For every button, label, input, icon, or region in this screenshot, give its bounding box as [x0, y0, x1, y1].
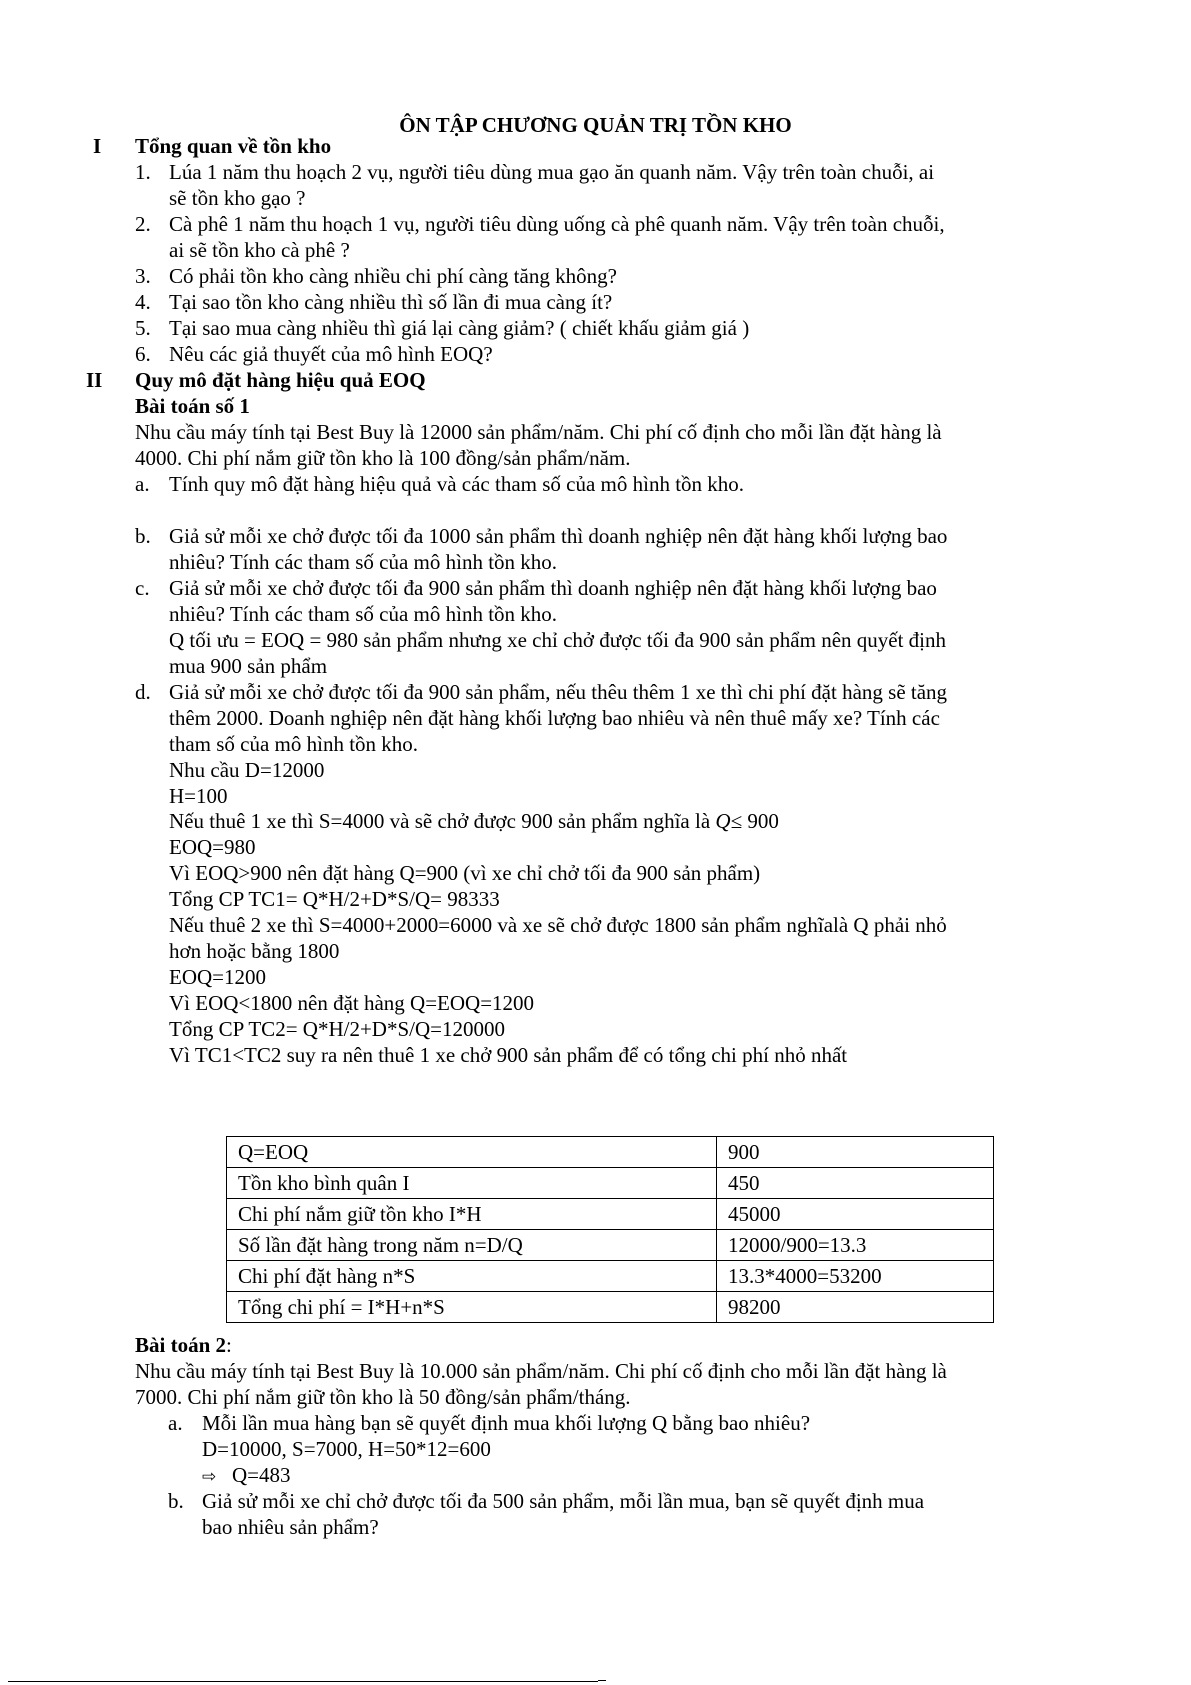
table-cell: 45000	[717, 1199, 994, 1230]
section-1-heading: Tổng quan về tồn kho	[135, 134, 332, 158]
question-a: a. Tính quy mô đặt hàng hiệu quả và các tham số của mô hình tồn kho.	[135, 472, 745, 496]
implies-arrow-icon: ⇨	[202, 1467, 217, 1487]
question-d-cont: tham số của mô hình tồn kho.	[169, 732, 419, 756]
summary-table	[226, 1136, 994, 1323]
table-cell: Chi phí đặt hàng n*S	[227, 1261, 717, 1292]
problem-2-heading: Bài toán 2:	[135, 1333, 232, 1357]
work-line: Tổng CP TC1= Q*H/2+D*S/Q= 98333	[169, 887, 500, 911]
work-line: H=100	[169, 784, 228, 808]
problem-2-intro: Nhu cầu máy tính tại Best Buy là 10.000 sản phẩm/năm. Chi phí cố định cho mỗi lần đặt hàng là	[135, 1359, 947, 1383]
list-item: 5. Tại sao mua càng nhiều thì giá lại càng giảm? ( chiết khấu giảm giá )	[135, 316, 750, 340]
question-b: b. Giả sử mỗi xe chở được tối đa 1000 sản phẩm thì doanh nghiệp nên đặt hàng khối lượng bao	[135, 524, 948, 548]
table-cell: Tổng chi phí = I*H+n*S	[227, 1292, 717, 1323]
problem-2-intro-cont: 7000. Chi phí nắm giữ tồn kho là 50 đồng/sản phẩm/tháng.	[135, 1385, 631, 1409]
work-line: hơn hoặc bằng 1800	[169, 939, 340, 963]
work-line: EOQ=1200	[169, 965, 267, 989]
work-line: Nếu thuê 2 xe thì S=4000+2000=6000 và xe sẽ chở được 1800 sản phẩm nghĩalà Q phải nhỏ	[169, 913, 947, 937]
question-2a: a. Mỗi lần mua hàng bạn sẽ quyết định mua khối lượng Q bằng bao nhiêu?	[168, 1411, 811, 1435]
table-row	[227, 1261, 994, 1292]
section-2-heading: Quy mô đặt hàng hiệu quả EOQ	[135, 368, 426, 392]
problem-1-intro-cont: 4000. Chi phí nắm giữ tồn kho là 100 đồng/sản phẩm/năm.	[135, 446, 631, 470]
work-line: Vì EOQ>900 nên đặt hàng Q=900 (vì xe chỉ chở tối đa 900 sản phẩm)	[169, 861, 761, 885]
list-item-continuation: ai sẽ tồn kho cà phê ?	[169, 238, 350, 262]
list-item: 3. Có phải tồn kho càng nhiều chi phí càng tăng không?	[135, 264, 617, 288]
table-cell: Số lần đặt hàng trong năm n=D/Q	[227, 1230, 717, 1261]
answer-2a-result: ⇨ Q=483	[202, 1462, 291, 1491]
list-item-continuation: sẽ tồn kho gạo ?	[169, 186, 306, 210]
list-item: 2. Cà phê 1 năm thu hoạch 1 vụ, người tiêu dùng uống cà phê quanh năm. Vậy trên toàn chuỗi,	[135, 212, 945, 236]
work-line: Nhu cầu D=12000	[169, 758, 325, 782]
table-row	[227, 1292, 994, 1323]
table-cell: 12000/900=13.3	[717, 1230, 994, 1261]
question-d-cont: thêm 2000. Doanh nghiệp nên đặt hàng khối lượng bao nhiêu và nên thuê mấy xe? Tính các	[169, 706, 940, 730]
answer-c-cont: mua 900 sản phẩm	[169, 654, 328, 678]
table-cell: Q=EOQ	[227, 1137, 717, 1168]
work-line: Tổng CP TC2= Q*H/2+D*S/Q=120000	[169, 1017, 505, 1041]
table-cell: 450	[717, 1168, 994, 1199]
formula-variable: Q	[715, 809, 731, 833]
answer-c: Q tối ưu = EOQ = 980 sản phẩm nhưng xe chỉ chở được tối đa 900 sản phẩm nên quyết định	[169, 628, 946, 652]
question-b-cont: nhiêu? Tính các tham số của mô hình tồn kho.	[169, 550, 558, 574]
table-cell: 98200	[717, 1292, 994, 1323]
question-d: d. Giả sử mỗi xe chở được tối đa 900 sản phẩm, nếu thêu thêm 1 xe thì chi phí đặt hàng sẽ tăng	[135, 680, 948, 704]
question-c-cont: nhiêu? Tính các tham số của mô hình tồn kho.	[169, 602, 558, 626]
footer-rule-tick	[598, 1680, 606, 1681]
work-line: Vì TC1<TC2 suy ra nên thuê 1 xe chở 900 sản phẩm để có tổng chi phí nhỏ nhất	[169, 1043, 848, 1067]
work-line: Nếu thuê 1 xe thì S=4000 và sẽ chở được 900 sản phẩm nghĩa là Q≤ 900	[169, 809, 779, 833]
footer-rule	[8, 1681, 598, 1682]
question-2b: b. Giả sử mỗi xe chỉ chở được tối đa 500 sản phẩm, mỗi lần mua, bạn sẽ quyết định mua	[168, 1489, 925, 1513]
work-line: Vì EOQ<1800 nên đặt hàng Q=EOQ=1200	[169, 991, 535, 1015]
table-row	[227, 1199, 994, 1230]
table-cell: 13.3*4000=53200	[717, 1261, 994, 1292]
list-item: 6. Nêu các giả thuyết của mô hình EOQ?	[135, 342, 493, 366]
section-2-number: II	[86, 368, 103, 392]
list-item: 1. Lúa 1 năm thu hoạch 2 vụ, người tiêu dùng mua gạo ăn quanh năm. Vậy trên toàn chuỗi, ai	[135, 160, 935, 184]
list-item: 4. Tại sao tồn kho càng nhiều thì số lần đi mua càng ít?	[135, 290, 613, 314]
question-c: c. Giả sử mỗi xe chở được tối đa 900 sản phẩm thì doanh nghiệp nên đặt hàng khối lượng bao	[135, 576, 937, 600]
work-line: EOQ=980	[169, 835, 256, 859]
problem-1-heading: Bài toán số 1	[135, 394, 250, 418]
section-1-number: I	[93, 134, 102, 158]
page-title: ÔN TẬP CHƯƠNG QUẢN TRỊ TỒN KHO	[399, 113, 792, 137]
table-cell: Tồn kho bình quân I	[227, 1168, 717, 1199]
table-row	[227, 1137, 994, 1168]
table-row	[227, 1168, 994, 1199]
answer-2a: D=10000, S=7000, H=50*12=600	[202, 1437, 491, 1461]
table-row	[227, 1230, 994, 1261]
table-cell: Chi phí nắm giữ tồn kho I*H	[227, 1199, 717, 1230]
formula-inequality: ≤ 900	[730, 809, 779, 833]
table-cell: 900	[717, 1137, 994, 1168]
problem-1-intro: Nhu cầu máy tính tại Best Buy là 12000 sản phẩm/năm. Chi phí cố định cho mỗi lần đặt hàng là	[135, 420, 942, 444]
question-2b-cont: bao nhiêu sản phẩm?	[202, 1515, 379, 1539]
